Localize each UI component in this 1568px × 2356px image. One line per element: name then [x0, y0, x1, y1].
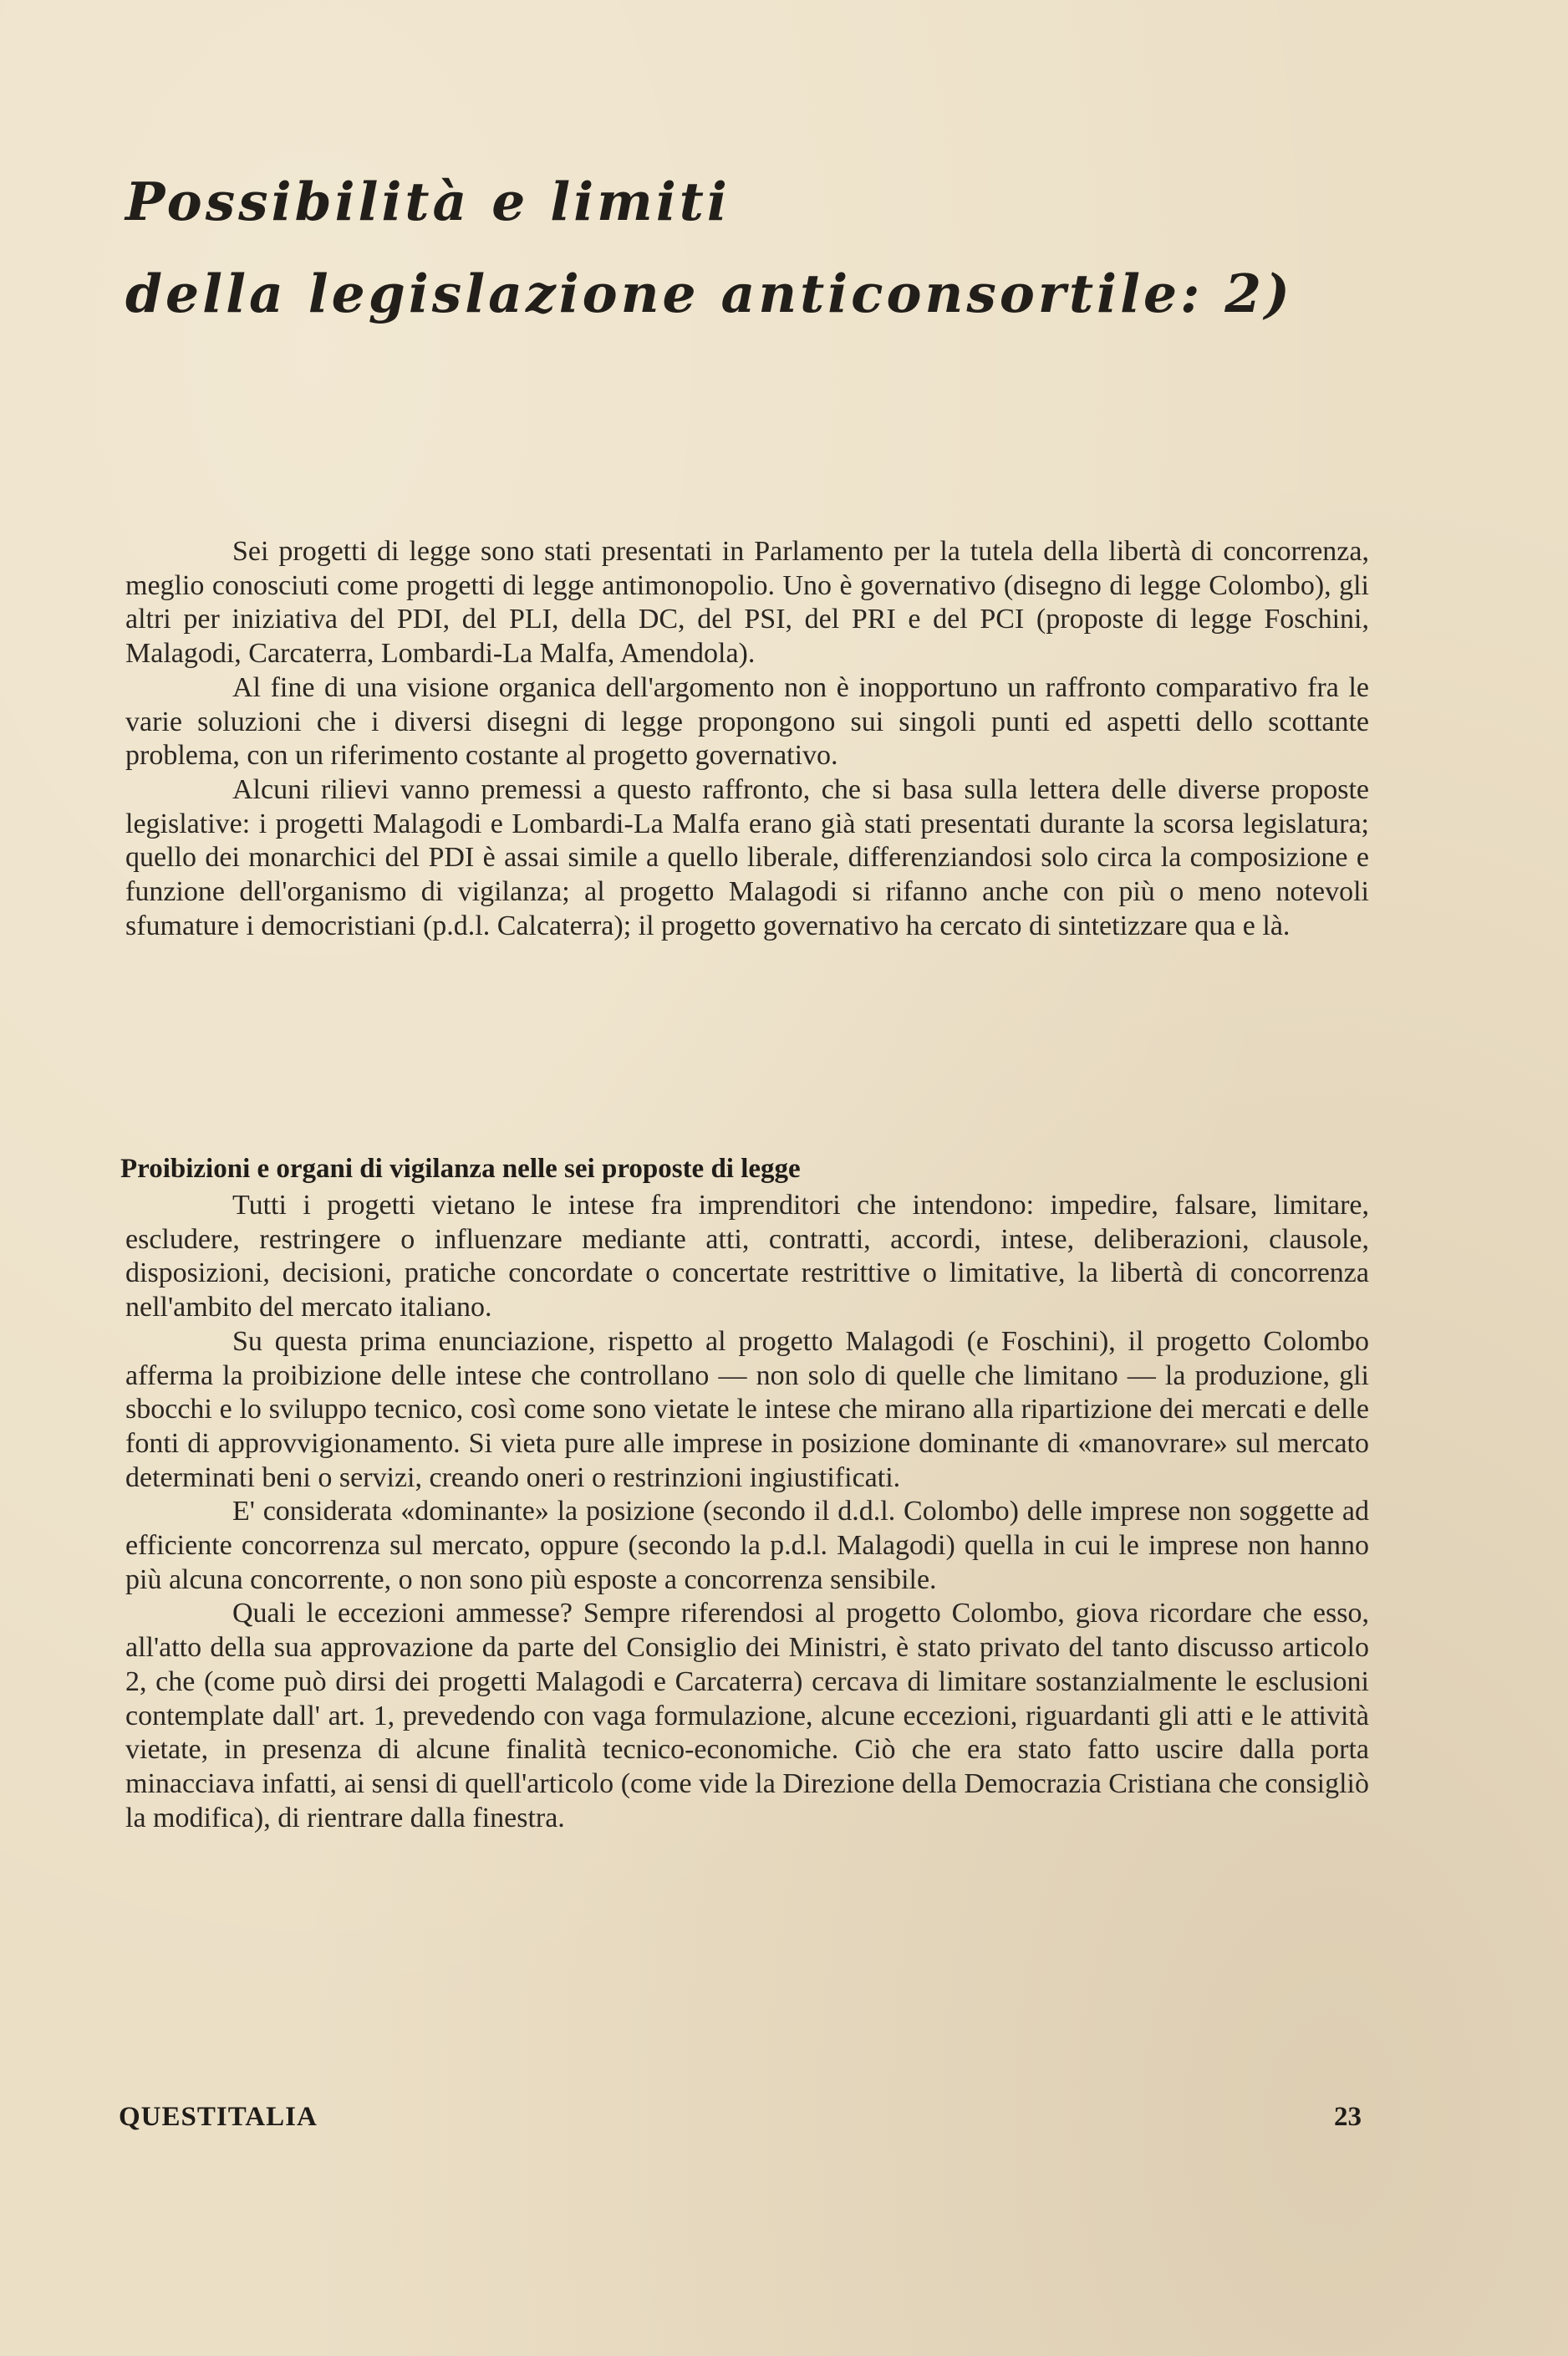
- article-title-line-1: Possibilità e limiti: [125, 171, 731, 232]
- section-paragraph-2: Su questa prima enunciazione, rispetto al progetto Malagodi (e Foschini), il progetto Colombo afferma la proibizione delle intese che controllano — non solo di quelle che limitano — la produzione, gli sbocchi e lo sviluppo tecnico, così come sono vietate le intese che mirano alla ripartizione dei mercati e delle fonti di approvvigionamento. Si vieta pure alle imprese in posizione dominante di «manovrare» sul mercato determinati beni o servizi, creando oneri o restrinzioni ingiustificati.: [125, 1325, 1369, 1493]
- intro-paragraph-1: Sei progetti di legge sono stati presentati in Parlamento per la tutela della libertà di concorrenza, meglio conosciuti come progetti di legge antimonopolio. Uno è governativo (disegno di legge Colombo), gli altri per iniziativa del PDI, del PLI, della DC, del PSI, del PRI e del PCI (proposte di legge Foschini, Malagodi, Carcaterra, Lombardi-La Malfa, Amendola).: [125, 536, 1369, 670]
- section-heading: Proibizioni e organi di vigilanza nelle sei proposte di legge: [120, 1154, 801, 1184]
- intro-paragraph-2: Al fine di una visione organica dell'argomento non è inopportuno un raffronto comparativo fra le varie soluzioni che i diversi disegni di legge propongono sui singoli punti ed aspetti dello scottante problema, con un riferimento costante al progetto governativo.: [125, 671, 1369, 772]
- intro-paragraph-3: Alcuni rilievi vanno premessi a questo raffronto, che si basa sulla lettera delle diverse proposte legislative: i progetti Malagodi e Lombardi-La Malfa erano già stati presentati durante la scorsa legislatura; quello dei monarchici del PDI è assai simile a quello liberale, differenziandosi solo circa la composizione e funzione dell'organismo di vigilanza; al progetto Malagodi si rifanno anche con più o meno notevoli sfumature i democristiani (p.d.l. Calcaterra); il progetto governativo ha cercato di sintetizzare qua e là.: [125, 773, 1369, 941]
- article-title-line-2: della legislazione anticonsortile: 2): [125, 263, 1293, 324]
- page-number: 23: [1334, 2102, 1362, 2132]
- section-paragraph-3: E' considerata «dominante» la posizione (secondo il d.d.l. Colombo) delle imprese non soggette ad efficiente concorrenza sul mercato, oppure (secondo la p.d.l. Malagodi) quella in cui le imprese non hanno più alcuna concorrente, o non sono più esposte a concorrenza sensibile.: [125, 1496, 1369, 1595]
- article-title: [125, 156, 1429, 339]
- section-paragraph-1: Tutti i progetti vietano le intese fra imprenditori che intendono: impedire, falsare, limitare, escludere, restringere o influenzare mediante atti, contratti, accordi, intese, deliberazioni, clausole, disposizioni, decisioni, pratiche concordate o concertate restrittive o limitative, la libertà di concorrenza nell'ambito del mercato italiano.: [125, 1190, 1369, 1323]
- section-text: [125, 1189, 1369, 1835]
- section-paragraph-4: Quali le eccezioni ammesse? Sempre riferendosi al progetto Colombo, giova ricordare che esso, all'atto della sua approvazione da parte del Consiglio dei Ministri, è stato privato del tanto discusso articolo 2, che (come può dirsi dei progetti Malagodi e Carcaterra) cercava di limitare sostanzialmente le esclusioni contemplate dall' art. 1, prevedendo con vaga formulazione, alcune eccezioni, riguardanti gli atti e le attività vietate, in presenza di alcune finalità tecnico-economiche. Ciò che era stato fatto uscire dalla porta minacciava infatti, ai sensi di quell'articolo (come vide la Direzione della Democrazia Cristiana che consigliò la modifica), di rientrare dalla finestra.: [125, 1598, 1369, 1833]
- magazine-name: QUESTITALIA: [119, 2102, 318, 2132]
- intro-text: [125, 535, 1369, 943]
